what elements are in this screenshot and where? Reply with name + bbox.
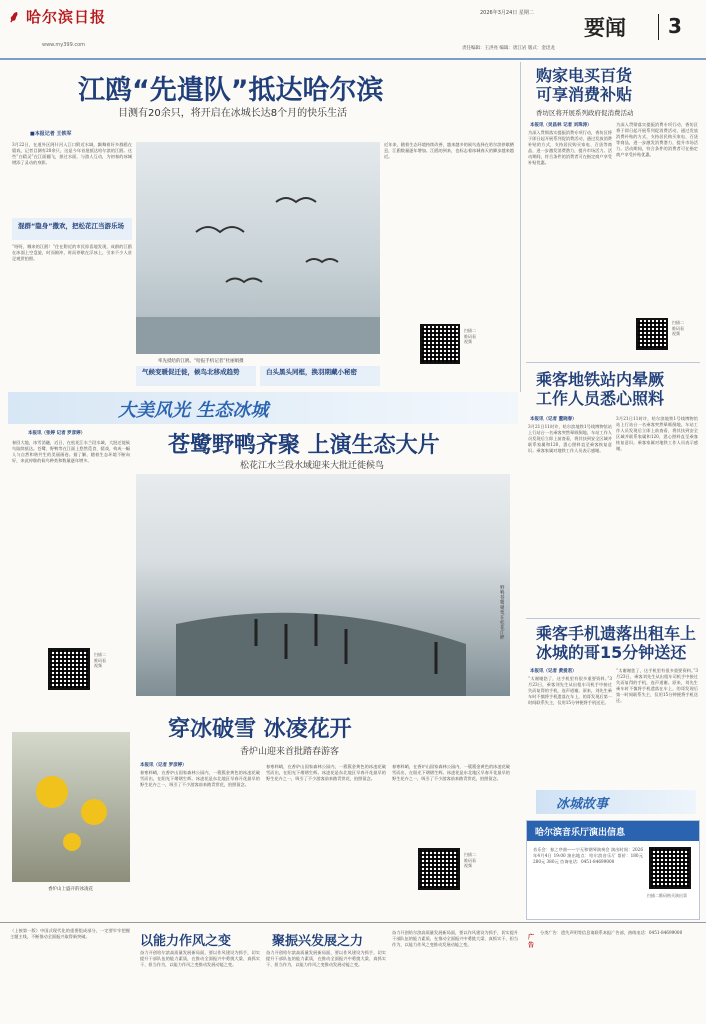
concert-qr-caption: 扫描二维码购买演出票 [647,893,687,898]
bottom-rule [0,922,706,923]
story-metro [526,368,700,618]
ad-label: 广告 [528,934,535,949]
lead-body-1: 3月22日，在道外区阿什河入江口附近水域，飘舞着好多群鸥在嬉戏，记者目测有20余只，这是今年首批抵达哈尔滨的江鸥。这些“白精灵”在江面翻飞，掠过水面，与游人互动，为初春的冰城增添了灵动的身影。 [12,142,132,165]
section-divider [658,14,659,40]
right3-body-2: “太谢谢您了，这手机里有很多重要资料。”3月23日，乘客刘先生从出租车司机手中接过失而复得的手机，连声道谢。原来，刘先生乘车时不慎将手机遗落在车上，的哥发现后第一时间联系失主，仅用15分钟便将手机送还。 [616,668,698,703]
story3-qr-code[interactable] [418,848,460,890]
right-divider-1 [526,362,700,363]
story2-qr-caption: 扫描二维码看视频 [94,652,106,668]
story3-byline: 本报讯（记者 罗彦婷） [140,763,187,768]
story3-qr-caption: 扫描二维码看视频 [464,852,476,868]
ice-story-banner [536,790,696,814]
bottom-body-2: 奋力开创哈尔滨高质量发展新局面，要以作风建设为抓手，切实提升干部队伍的能力素质，在推动全面振兴中勇挑大梁、真抓实干、担当作为，以能力作风之变推动发展动能之变。 [266,950,386,967]
lead-subhead-2: 气候变暖促迁徙，候鸟北移成趋势 [142,368,240,376]
right1-subheadline: 香坊区将开展系列政府促消费活动 [536,109,634,117]
ad-text: 分类广告：遗失声明等信息请联系本报广告部，热线电话：0451-84699000 [540,930,683,935]
right1-body-1: 为深入贯彻落实提振消费专项行动，香坊区将于即日起开展系列促消费活动，通过发放消费补贴的方式，支持居民购买家电、百货等商品，进一步激发消费潜力，提升市场活力。活动期间，符合条件的消费者可在指定商户享受补贴优惠。 [528,130,612,165]
lead-story [8,62,518,390]
lead-subhead-3: 白头黑头同框，换羽期藏小秘密 [266,368,357,376]
flower-photo-art [12,732,130,882]
editor-credits: 责任编辑：王洪亮 编辑：唐江岩 版式：金迅龙 [462,46,555,51]
right-divider-2 [526,618,700,619]
ice-story-banner-text: 冰城故事 [556,797,609,812]
bottom-headline-2: 聚振兴发展之力 [272,934,364,949]
story-subsidy [526,64,700,354]
concert-body: 音乐会：春之序曲——宁无和钢琴演奏会 演出时间：2026年4月4日 19:00 演出地点：哈尔滨音乐厅 票价：180元 280元 380元 咨询电话：0451-84699000 [533,847,643,864]
heron-photo-art [136,474,510,696]
paper-name: 哈尔滨日报 [26,8,107,26]
bottom-body-3: 奋力开创哈尔滨高质量发展新局面，要以作风建设为抓手，切实提升干部队伍的能力素质，在推动全面振兴中勇挑大梁、真抓实干、担当作为，以能力作风之变推动发展动能之变。 [392,930,518,947]
story-taxi [526,622,700,790]
story2-byline: 本报讯（张婷 记者 罗彦婷） [28,431,86,436]
gull-photo [136,142,380,354]
story3-body-3: 春寒料峭，在香炉山国家森林公园内，一簇簇金黄色的冰凌花破雪而出，在阳光下熠熠生辉。冰凌花是东北地区早春开花最早的野生花卉之一，吸引了不少游客前来踏青赏花，拍照留念。 [392,764,510,781]
right3-headline: 乘客手机遗落出租车上 冰城的哥15分钟送还 [536,624,697,662]
story3-body-2: 春寒料峭，在香炉山国家森林公园内，一簇簇金黄色的冰凌花破雪而出，在阳光下熠熠生辉。冰凌花是东北地区早春开花最早的野生花卉之一，吸引了不少游客前来踏青赏花，拍照留念。 [266,764,386,781]
right3-body-1: “太谢谢您了，这手机里有很多重要资料。”3月23日，乘客刘先生从出租车司机手中接过失而复得的手机，连声道谢。原来，刘先生乘车时不慎将手机遗落在车上，的哥发现后第一时间联系失主，仅用15分钟便将手机送还。 [528,676,612,705]
lead-subheadline: 目测有20余只，将开启在冰城长达8个月的快乐生活 [118,108,348,119]
lead-body-2: “呀呀，哪来的江鸥！”住在附近的市民惊喜地发现，成群的江鸥在冰面上空盘旋，时而俯冲，时而停歇在浮冰上，引来不少人驻足观赏拍照。 [12,244,132,261]
eco-banner [8,392,518,424]
story2-body: 春回大地，冰雪消融，近日，在松花江水兰段水域，大批迁徙候鸟陆续抵达。苍鹭、野鸭等在江面上悠然觅食、嬉戏，构成一幅人与自然和谐共生的美丽画卷。据了解，随着生态环境不断向好，来此停歇的候鸟种类和数量逐年增多。 [12,440,130,463]
lead-byline: ■本报记者 王铁军 [30,131,72,137]
bottom-strip [8,926,698,1020]
story2-headline: 苍鹭野鸭齐聚 上演生态大片 [168,433,440,458]
right2-body-1: 3月21日11时许，哈尔滨地铁1号线博物馆站上行站台一名乘客突然晕厥倒地。车站工作人员发现后立即上前查看，将其扶到安全区域并联系家属和120，悉心照料直至乘客恢复意识。乘客家属对地铁工作人员表示感谢。 [528,424,612,453]
story-herons [8,426,518,698]
lead-subhead-2-box [136,366,256,386]
lead-body-4: 近年来，随着生态环境持续改善，越来越多的候鸟选择在哈尔滨停歇栖息，江鸥数量逐年增加。江鸥的到来，也标志着冰城春天的脚步越来越近。 [384,142,514,159]
eco-banner-text: 大美风光 生态冰城 [118,400,269,421]
story2-qr-code[interactable] [48,648,90,690]
lead-subhead-1-box [12,218,132,240]
lead-subhead-3-box [260,366,380,386]
masthead-rule [0,58,706,60]
flower-photo [12,732,130,882]
story2-subheadline: 松花江水兰段水域迎来大批迁徙候鸟 [240,461,385,471]
right1-byline: 本报讯（吴昌林 记者 刘珠涛） [530,123,592,128]
bottom-body-1: 奋力开创哈尔滨高质量发展新局面，要以作风建设为抓手，切实提升干部队伍的能力素质，在推动全面振兴中勇挑大梁、真抓实干、担当作为，以能力作风之变推动发展动能之变。 [140,950,260,967]
right2-headline: 乘客地铁站内晕厥 工作人员悉心照料 [536,370,665,408]
right1-qr-caption: 扫描二维码看视频 [672,320,684,336]
story2-photo-caption: 野鸭苍鹭聚集在松花江畔 [500,586,505,641]
story3-headline: 穿冰破雪 冰凌花开 [168,717,352,742]
column-divider [520,62,521,392]
story3-photo-caption: 香炉山上盛开的冰凌花 [48,887,93,892]
right2-body-2: 3月21日11时许，哈尔滨地铁1号线博物馆站上行站台一名乘客突然晕厥倒地。车站工作人员发现后立即上前查看，将其扶到安全区域并联系家属和120，悉心照料直至乘客恢复意识。乘客家属对地铁工作人员表示感谢。 [616,416,698,451]
story3-subheadline: 香炉山迎来首批踏春游客 [240,747,340,757]
right1-headline: 购家电买百货 可享消费补贴 [536,66,633,104]
website-url[interactable]: www.my399.com [42,42,86,48]
story3-body-1: 春寒料峭，在香炉山国家森林公园内，一簇簇金黄色的冰凌花破雪而出，在阳光下熠熠生辉。冰凌花是东北地区早春开花最早的野生花卉之一，吸引了不少游客前来踏青赏花，拍照留念。 [140,770,260,787]
concert-title: 哈尔滨音乐厅演出信息 [535,828,626,838]
right1-body-2: 为深入贯彻落实提振消费专项行动，香坊区将于即日起开展系列促消费活动，通过发放消费补贴的方式，支持居民购买家电、百货等商品，进一步激发消费潜力，提升市场活力。活动期间，符合条件的消费者可在指定商户享受补贴优惠。 [616,122,698,157]
concert-info [526,820,700,920]
right3-byline: 本报讯（记者 黄爱君） [530,669,577,674]
lead-headline: 江鸥“先遣队”抵达哈尔滨 [78,75,384,106]
lead-subhead-1: 混群“隐身”撒欢，把松花江当游乐场 [18,222,125,230]
lead-qr-code[interactable] [420,324,460,364]
right1-qr-code[interactable] [636,318,668,350]
bottom-headline-1: 以能力作风之变 [140,934,232,949]
concert-qr-code[interactable] [649,847,691,889]
story-flowers [8,702,518,920]
lead-qr-caption: 扫描二维码看视频 [464,328,476,344]
lead-photo-caption: 率先抵哈的江鸥。“哈报手机记者”杜丽娟摄 [158,359,244,364]
section-title: 要闻 [584,16,626,40]
heron-photo [136,474,510,696]
gull-photo-art [136,142,380,354]
paper-logo-icon: ⸙ [8,7,21,26]
page-number: 3 [668,14,682,38]
masthead [0,0,706,58]
right2-byline: 本报讯（记者 董晓春） [530,417,577,422]
bottom-left-text: （上接第一版）中国式现代化的重要组成部分，一定要牢牢把握主题主线，不断推动全面振兴取得新突破。 [10,928,130,939]
issue-date: 2026年3月24日 星期二 [480,10,534,16]
